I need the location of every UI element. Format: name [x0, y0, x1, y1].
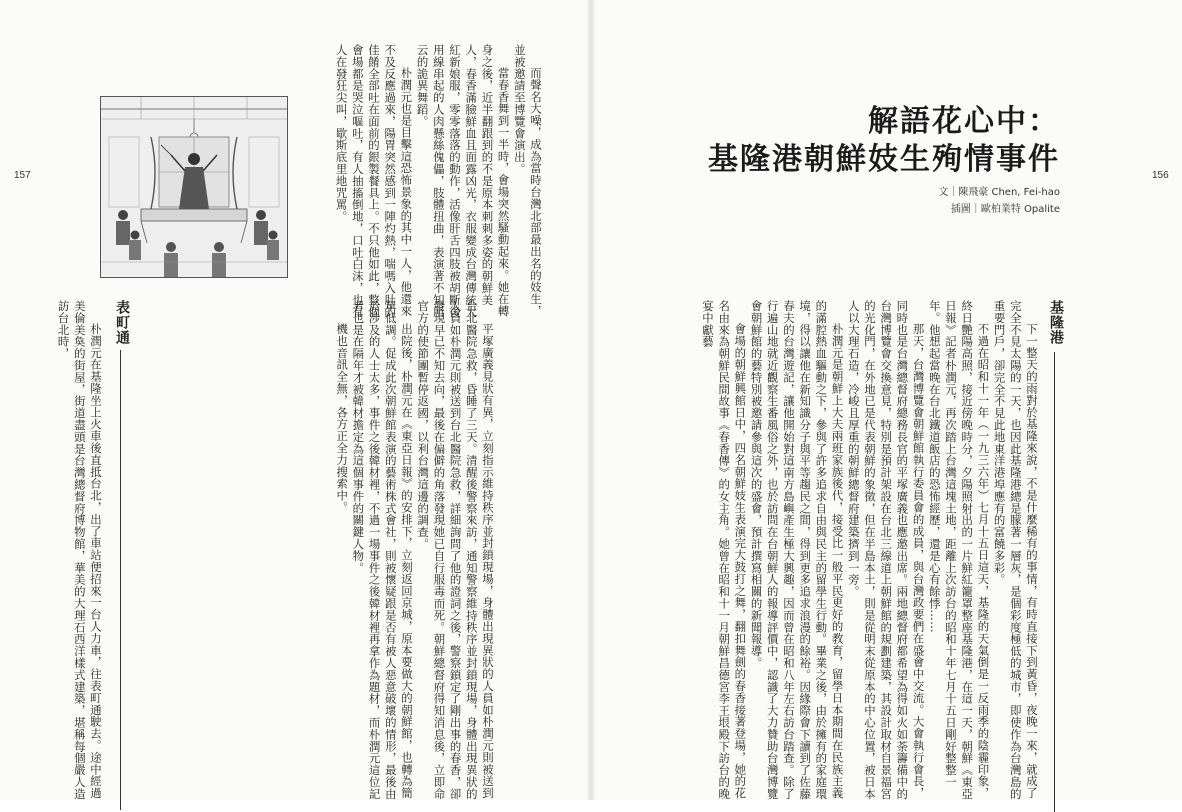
title-line-2: 基隆港朝鮮妓生殉情事件 [708, 142, 1060, 177]
author-credit: 文｜陳飛豪 Chen, Fei-hao [938, 187, 1060, 198]
section-rule-omote-street [120, 350, 121, 810]
section-heading-keelung-port: 基隆港 [1048, 300, 1064, 345]
paragraph: 平塚廣義見狀有異，立刻指示維持秩序並封鎖現場，身體出現異狀的人員如朴潤元則被送到台北醫院急救，昏睡了三天。清醒後警察來訪，通知警察維持秩序並封鎖現場，身體出現異狀的人員如朴潤元則被送到台北醫院急救，詳細詢問了他的證詞之後，警察鎖定了剛出事的春香，卻發現早已不知去向，最後在偏僻的角落發現她已自行服毒而死。朝鮮總督府得知消息後，立即命官方的使節團暫停返國，以利台灣這邊的調查。 [416, 300, 495, 800]
paragraph: 那天，台灣博覽會朝鮮館執行委員會的成員，與台灣政要們在盛會中交流。大會執行會長，同時也是台灣總督府總務長官的平塚廣義也應邀出席。兩地總督府都希望為得如火如荼籌備中的台灣博覽會交換意見，特別是預計架設在台北三線道上朝鮮館的規劃建築，其設計取材自景福宮的光化門，在外地已是代表朝鮮的象徵，但在半島本土，則是從明末從原本的中心位置，被日本人以大理石造，冷峻且厚重的朝鮮總督府建築擠到一旁。 [846, 300, 926, 800]
paragraph: 當春香舞到一半時，會場突然騷動起來。她在轉身之後，近半翻跟到的不是原本刺刺多姿的朝鮮美人，春香滿臉鮮血且面露凶光，衣服變成台灣傳統大紅新娘服，零零落落的動作，活像肝舌四肢被胡斷後用線串起的人肉懸絲傀儡，肢體扭曲，表演著不知所云的詭異舞蹈。 [415, 44, 511, 318]
illustrator-credit: 插圖｜歐柏業特 Opalite [950, 204, 1060, 215]
article-title [708, 92, 1060, 177]
paragraph: 下一整天的雨對於基隆來說，不是什麼稀有的事情，有時直接下到黃昏，夜晚一來，就成了完全不見太陽的一天，也因此基隆港總是朦著一層灰，是個彩度極低的城市，即使作為台灣島的重要門戶，卻完全不見此地東洋港埠應有的富饒多彩。 [992, 300, 1039, 800]
paragraph: 而聲名大噪，成為當時台灣北部最出名的妓生，並被邀請至博覽會演出。 [512, 44, 543, 317]
illustration-drawing [101, 97, 287, 277]
body-text-left-lower [320, 300, 496, 800]
paragraph: 會場的朝鮮興館日中，四名朝鮮妓生表演完大鼓打之舞，翻扣舞劍的春香接著登場，她的花名由來為朝鮮民間故事《春香傳》的女主角。她曾在昭和十一月朝鮮昌德宮李王垠殿下訪台的晚宴中獻藝 [700, 300, 748, 800]
title-line-1: 解語花心中： [868, 104, 1060, 139]
paragraph: 不過在昭和十一年（一九三六年）七月十五日這天，基隆的天氣倒是一反雨季的陰霾印象，終日艷陽高照，接近傍晚時分，夕陽照射出的一片鮮紅籠罩整座基隆港，在這一天，朝鮮《東亞日報》記者朴潤元，再次踏上台灣這塊土地，距離上次訪台的昭和十年七月十五日剛好整整一年。他想起當晚在台北鐵道飯店的恐怖經歷，還是心有餘悸…… [927, 300, 991, 800]
body-text-omote-street [56, 300, 104, 800]
section-heading-omote-street: 表町通 [114, 300, 130, 345]
paragraph: 機也音訊全無，各方正全力搜索中。 [335, 322, 350, 514]
paragraph: 朴潤元是朝鮮上大夫兩班家族後代，接受比一般平民更好的教育，留學日本期間在民族主義的滿腔熱血驅動之下，參與了許多追求自由與民主的留學生行動。畢業之後，由於擁有的家庭環境，得以讓他在新知識分子與平等趨民之間，得到更多追求浪漫的餘裕。因緣際會下讀到了佐藤春夫的台灣遊記，讓他開始對這南方島嶼產生極大興趣，因而曾在昭和八年左右訪台踏查。除了行遍山地就近觀察生番風俗之外，也於訪問在台朝鮮人的報導評價中，認識了大力贊助台灣博覽會朝鮮館的藝特別被邀請參與這次的盛會，預計撰寫相關的新聞報導。 [749, 300, 845, 800]
page-number-right: 156 [1152, 170, 1169, 181]
page-number-left: 157 [14, 170, 31, 181]
credits [900, 184, 1060, 218]
section-rule-keelung-port [1054, 352, 1055, 812]
paragraph: 出院後，朴潤元在《東亞日報》的安排下，立刻返回京城，原本要做大的朝鮮館，也轉為簡單低調。促成此次朝鮮館表演的藝術株式會社，則被懷疑跟是否有被人惡意破壞的情形，最後由於涉及的人士太多，事件之後韓材裡，不過一場事件之後韓材裡再拿作為題材，而朴潤元這位記者也是在隔年才被韓材擔定為這個事件的關鍵人物。 [351, 300, 414, 800]
book-gutter [586, 0, 596, 800]
paragraph: 朴潤元也是目擊這恐怖景象的其中一人，他還來不及反應過來，陽胃突然感到一陣灼熱，喘嗎入肚的佳餚全部吐在面前的銀製餐具上。不只他如此，整個會場都是哭泣嘔吐，有人抽搐倒地，口吐白沫，也有人在發狂尖叫，歇斯底里地咒罵。 [334, 44, 414, 318]
banquet-illustration [100, 96, 288, 278]
body-text-right-page [664, 300, 1040, 800]
body-text-left-upper [322, 44, 544, 319]
paragraph: 朴潤元在基隆坐上火車後直抵台北，出了車站便招來一台人力車，往表町通駛去。途中經過美倫美奐的街屋，街道盡頭是台灣總督府博物館，華美的大理石西洋樣式建築，堪稱每個嚴人造訪台北時， [56, 300, 103, 800]
